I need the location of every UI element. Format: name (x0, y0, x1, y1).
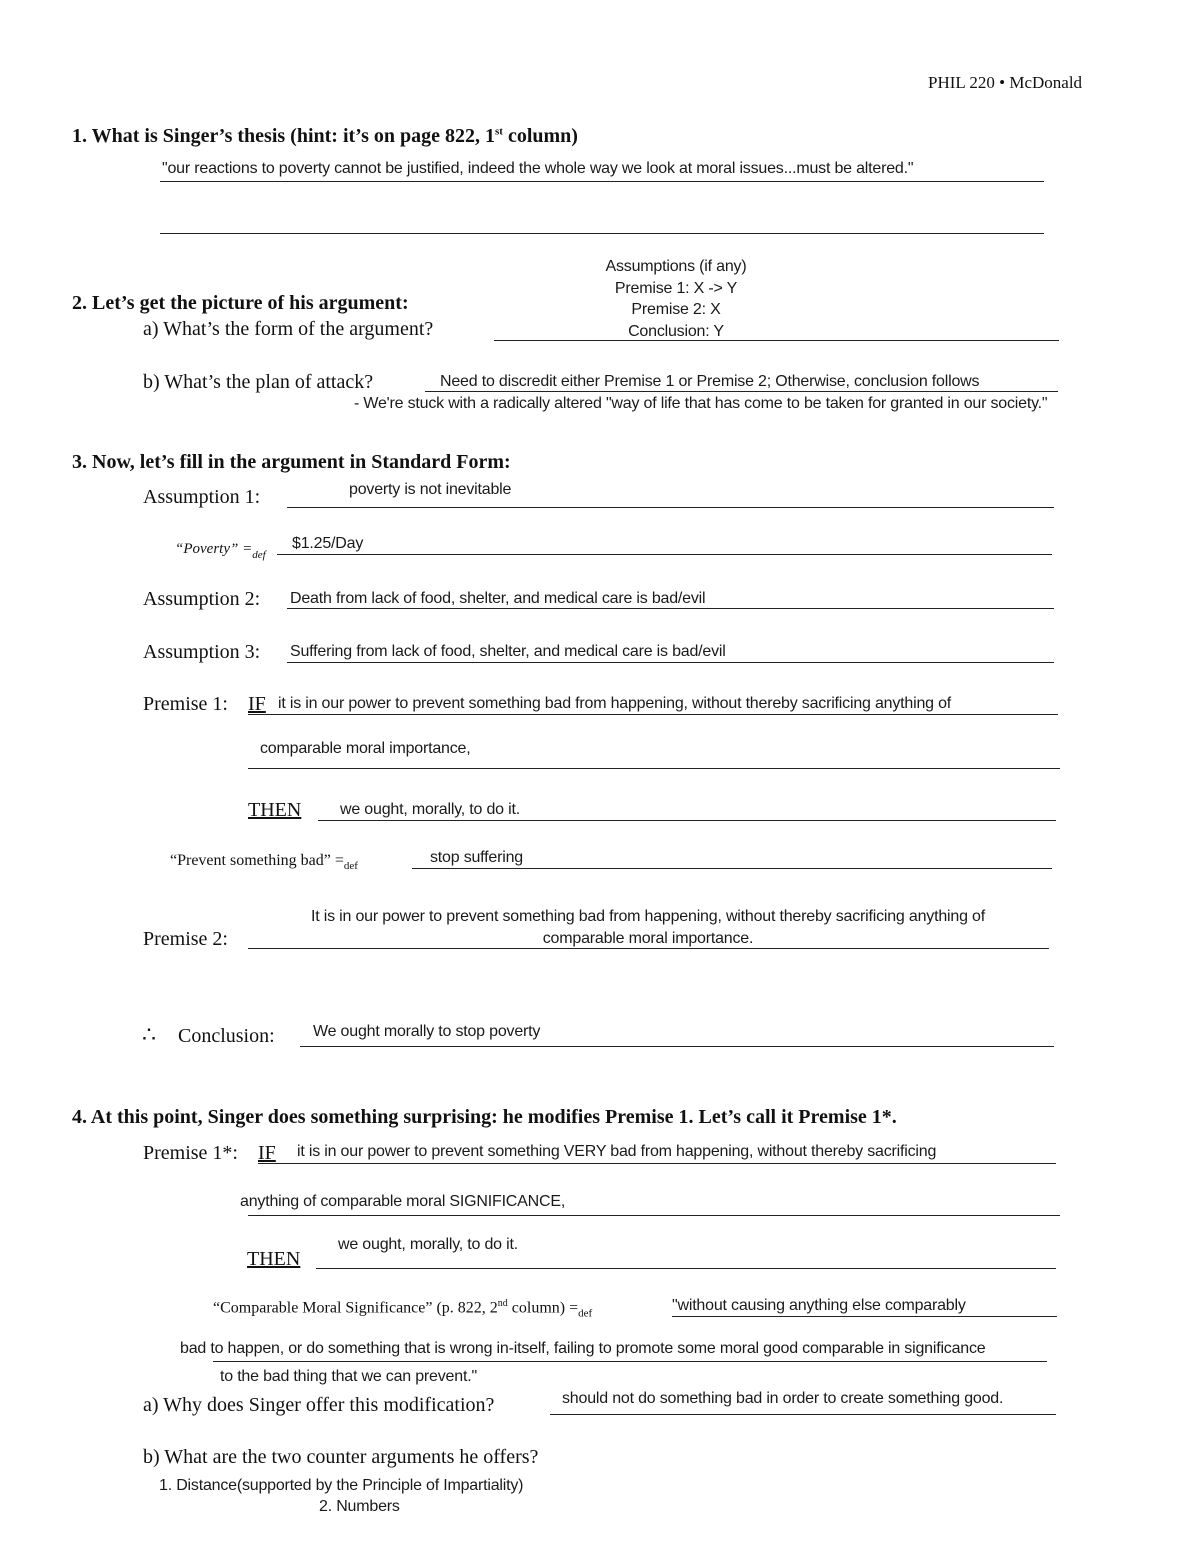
premise1-if-line (248, 714, 1058, 715)
q4-heading: 4. At this point, Singer does something surprising: he modifies Premise 1. Let’s call it Premise 1*. (72, 1106, 897, 1128)
q4-b-answer-2[interactable]: 2. Numbers (319, 1498, 400, 1515)
q2-b-answer-2[interactable]: - We're stuck with a radically altered "way of life that has come to be taken for granted in our society." (354, 395, 1048, 412)
premise1star-if-line-2 (248, 1215, 1060, 1216)
q2-form-line: Assumptions (if any) (605, 258, 747, 275)
premise2-label: Premise 2: (143, 928, 228, 950)
assumption3-answer[interactable]: Suffering from lack of food, shelter, and medical care is bad/evil (290, 643, 726, 660)
assumption2-label: Assumption 2: (143, 588, 261, 610)
premise1-then: THEN (248, 799, 302, 821)
prevent-def-label (170, 852, 358, 872)
q4-a-label: a) Why does Singer offer this modification? (143, 1394, 495, 1416)
premise2-answer-line-1: It is in our power to prevent something bad from happening, without thereby sacrificing anything of (311, 908, 985, 925)
cms-def-term-end: column) = (507, 1299, 579, 1317)
premise1-if-answer-1[interactable]: it is in our power to prevent something bad from happening, without thereby sacrificing anything of (278, 695, 952, 712)
assumption1-line (287, 507, 1054, 508)
q2-a-label: a) What’s the form of the argument? (143, 318, 434, 340)
course-header: PHIL 220 • McDonald (928, 73, 1083, 92)
premise2-answer[interactable] (248, 906, 1048, 950)
conclusion-line (300, 1046, 1054, 1047)
premise1-then-answer[interactable]: we ought, morally, to do it. (340, 801, 520, 818)
premise1-if: IF (248, 693, 266, 715)
assumption1-answer[interactable]: poverty is not inevitable (349, 481, 512, 498)
conclusion-answer[interactable]: We ought morally to stop poverty (313, 1023, 541, 1040)
q2-form-line: Premise 2: X (631, 301, 721, 318)
assumption3-line (287, 662, 1054, 663)
premise1-then-line (318, 820, 1056, 821)
cms-answer-1[interactable]: "without causing anything else comparably (672, 1297, 966, 1314)
def-subscript: def (343, 860, 358, 873)
cms-superscript: nd (497, 1298, 508, 1309)
premise2-answer-line-2: comparable moral importance. (542, 930, 754, 947)
assumption2-answer[interactable]: Death from lack of food, shelter, and medical care is bad/evil (290, 590, 706, 607)
premise1star-if-line (258, 1163, 1056, 1164)
premise1star-if-answer-1[interactable]: it is in our power to prevent something VERY bad from happening, without thereby sacrificing (297, 1143, 937, 1160)
cms-def-label (213, 1298, 592, 1320)
q2-b-answer-line (425, 391, 1058, 392)
q4-a-answer[interactable]: should not do something bad in order to create something good. (562, 1390, 1004, 1407)
cms-line-1 (672, 1316, 1057, 1317)
cms-answer-2[interactable]: bad to happen, or do something that is wrong in-itself, failing to promote some moral good comparable in significance (180, 1340, 986, 1357)
premise1star-then-line (316, 1268, 1056, 1269)
q2-form-line: Premise 1: X -> Y (614, 279, 738, 297)
premise1-if-line-2 (248, 768, 1060, 769)
prevent-def-line (412, 868, 1052, 869)
q1-answer-line-1 (160, 181, 1044, 182)
assumption2-line (287, 608, 1054, 609)
q4-b-answer-1[interactable]: 1. Distance(supported by the Principle of Impartiality) (159, 1477, 524, 1494)
cms-line-2 (213, 1361, 1047, 1362)
premise1-label: Premise 1: (143, 693, 228, 715)
def-subscript: def (252, 549, 266, 561)
q2-b-answer-1[interactable]: Need to discredit either Premise 1 or Premise 2; Otherwise, conclusion follows (440, 373, 980, 390)
conclusion-label: Conclusion: (178, 1025, 275, 1047)
prevent-def-term: “Prevent something bad” = (170, 852, 344, 869)
def-subscript: def (578, 1307, 593, 1320)
prevent-def-answer[interactable]: stop suffering (430, 849, 523, 866)
q2-b-label: b) What’s the plan of attack? (143, 371, 374, 393)
premise1-if-answer-2[interactable]: comparable moral importance, (260, 740, 471, 757)
q2-heading: 2. Let’s get the picture of his argument: (72, 292, 409, 314)
q1-answer-line-2 (160, 233, 1044, 234)
q3-heading: 3. Now, let’s fill in the argument in Standard Form: (72, 451, 511, 473)
cms-def-term: “Comparable Moral Significance” (p. 822, 2 (213, 1299, 498, 1317)
cms-answer-3[interactable]: to the bad thing that we can prevent." (220, 1368, 477, 1385)
q1-answer[interactable]: "our reactions to poverty cannot be justified, indeed the whole way we look at moral issues...must be altered." (162, 160, 914, 177)
assumption3-label: Assumption 3: (143, 641, 261, 663)
q4-a-line (550, 1414, 1056, 1415)
premise1star-if-answer-2[interactable]: anything of comparable moral SIGNIFICANCE, (240, 1193, 566, 1210)
premise1star-label: Premise 1*: (143, 1142, 238, 1164)
q2-form-answer[interactable] (560, 256, 792, 342)
assumption1-label: Assumption 1: (143, 486, 261, 508)
therefore-symbol: ∴ (142, 1022, 156, 1047)
poverty-def-label (175, 536, 266, 561)
q4-b-label: b) What are the two counter arguments he offers? (143, 1446, 539, 1468)
q1-question (72, 125, 578, 148)
q1-question-text: 1. What is Singer’s thesis (hint: it’s on page 822, 1 (72, 125, 495, 147)
premise1star-if: IF (258, 1142, 276, 1164)
premise1star-then-answer[interactable]: we ought, morally, to do it. (338, 1236, 518, 1253)
poverty-def-line (277, 554, 1052, 555)
premise2-line (248, 948, 1049, 949)
premise1star-then: THEN (247, 1248, 301, 1270)
q2-a-answer-line (494, 340, 1059, 341)
poverty-def-term: “Poverty” = (175, 541, 253, 557)
q2-form-line: Conclusion: Y (628, 322, 724, 340)
q1-question-end: column) (502, 125, 578, 147)
q1-superscript: st (495, 125, 503, 138)
poverty-def-answer[interactable]: $1.25/Day (292, 535, 364, 552)
